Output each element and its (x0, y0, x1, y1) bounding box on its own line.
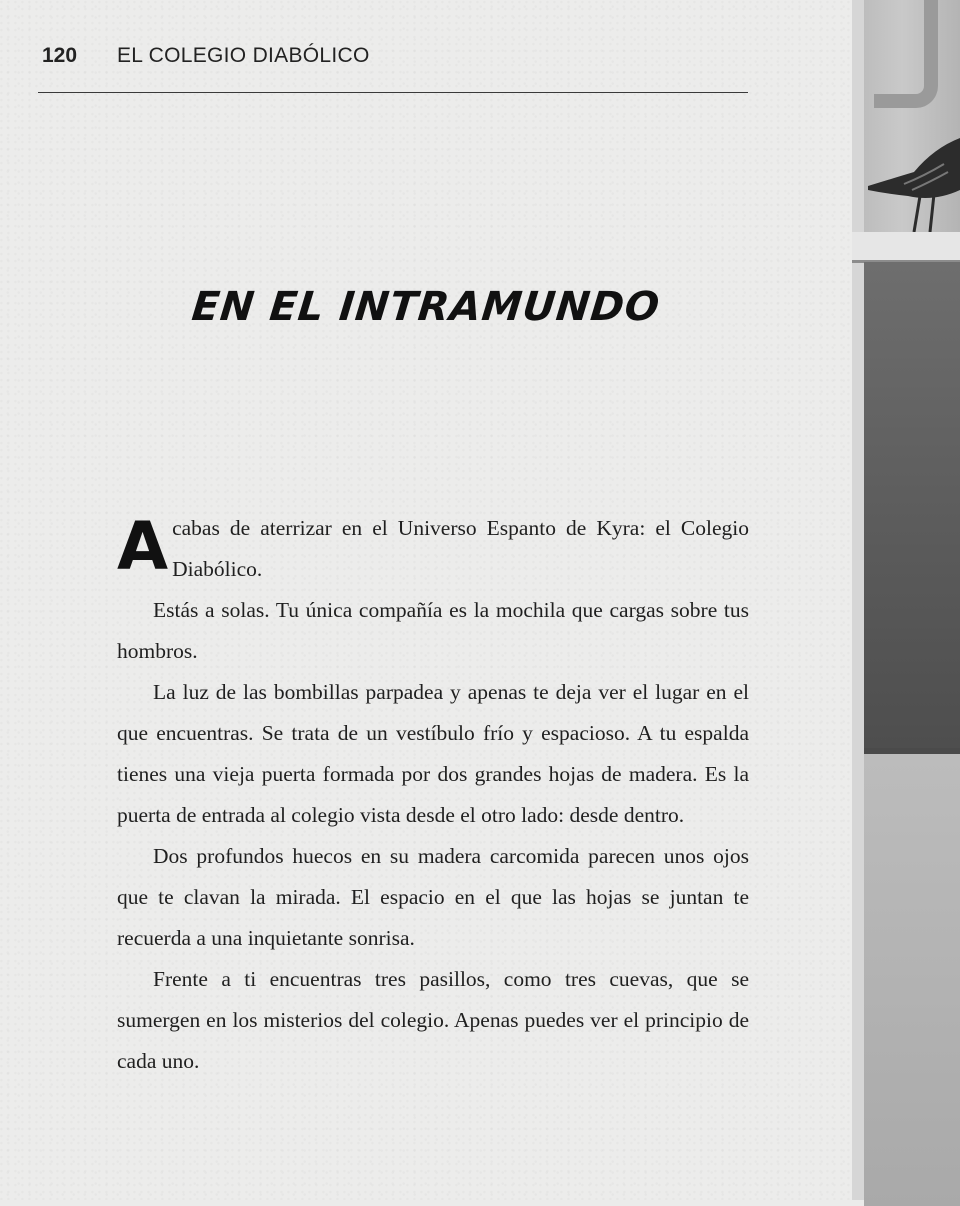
paragraph (117, 508, 749, 590)
running-title: EL COLEGIO DIABÓLICO (117, 44, 370, 67)
paragraph: Estás a solas. Tu única compañía es la mochila que cargas sobre tus hombros. (117, 598, 749, 663)
bird-illustration (864, 120, 960, 232)
page-number: 120 (42, 44, 78, 67)
chapter-title: EN EL INTRAMUNDO (189, 284, 663, 330)
paragraph: Dos profundos huecos en su madera carcomida parecen unos ojos que te clavan la mirada. El espacio en el que las hojas se juntan te recuerda a una inquietante sonrisa. (117, 844, 749, 950)
body-text (117, 508, 749, 1082)
page-header (38, 40, 748, 93)
side-illustration (852, 0, 960, 1200)
drop-cap: A (117, 508, 169, 585)
wall-panel (864, 262, 960, 748)
paragraph-text: cabas de aterrizar en el Universo Espanto de Kyra: el Colegio Diabólico. (172, 516, 749, 581)
paragraph: La luz de las bombillas parpadea y apenas te deja ver el lugar en el que encuentras. Se trata de un vestíbulo frío y espacioso. A tu espalda tienes una vieja puerta formada por dos grandes hojas de madera. Es la puerta de entrada al colegio vista desde el otro lado: desde dentro. (117, 680, 749, 827)
paragraph: Frente a ti encuentras tres pasillos, como tres cuevas, que se sumergen en los misterios del colegio. Apenas puedes ver el principio de cada uno. (117, 967, 749, 1073)
drain-pipe (874, 0, 938, 108)
lower-wall (864, 748, 960, 1206)
window-ledge (852, 232, 960, 263)
